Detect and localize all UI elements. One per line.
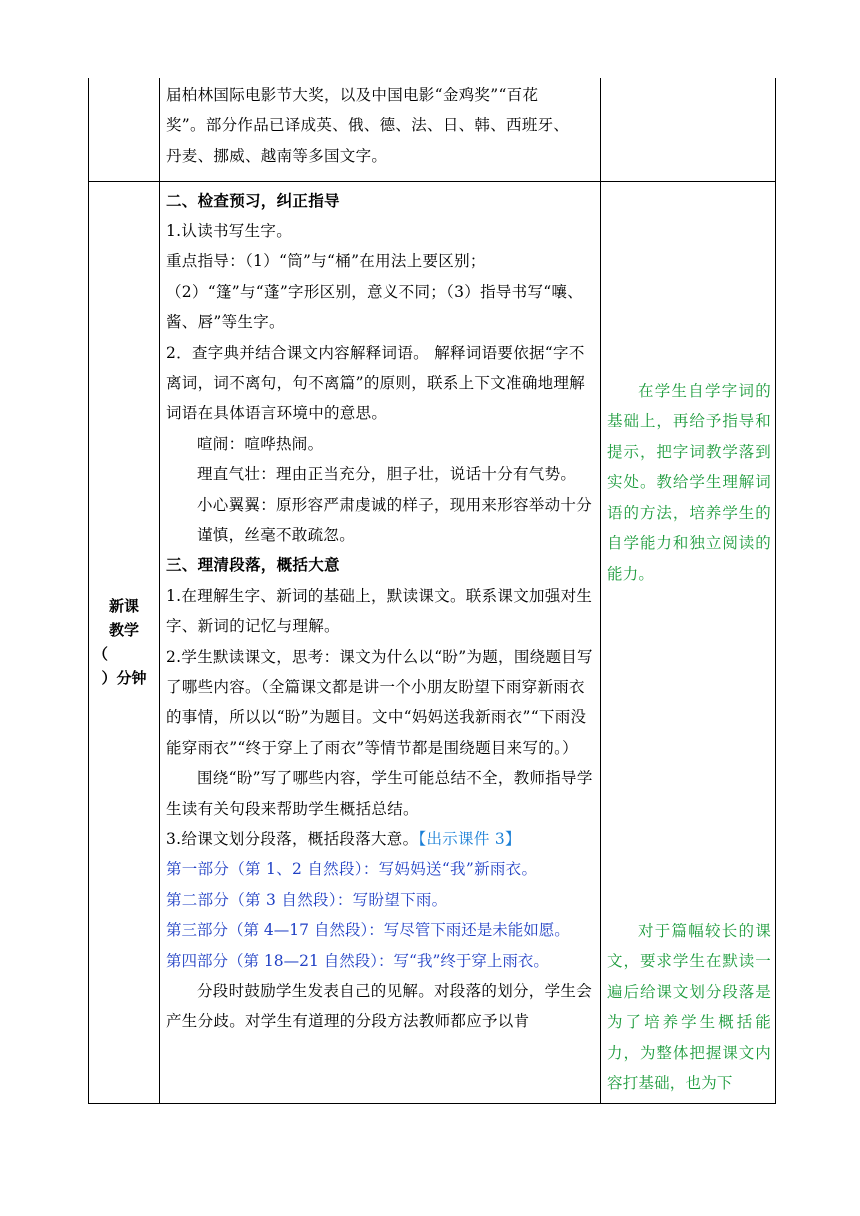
step-text: 分段时鼓励学生发表自己的见解。对段落的划分，学生会产生分歧。对学生有道理的分段方法教师都应予以肯 (166, 982, 593, 1031)
section-label-cell (89, 181, 160, 1103)
note-cell (601, 181, 776, 1103)
section-heading: 二、检查预习，纠正指导 (166, 191, 340, 210)
content-cell (160, 181, 601, 1103)
word-definition: 理直气壮：理由正当充分，胆子壮，说话十分有气势。 (197, 465, 577, 484)
step-text: 1.在理解生字、新词的基础上，默读课文。联系课文加强对生字、新词的记忆与理解。 (166, 586, 593, 636)
guide-text: 重点指导：（1）“筒”与“桶”在用法上要区别；（2）“篷”与“蓬”字形区别，意义不同；（3）指导书写“嚷、酱、唇”等生字。 (166, 252, 584, 332)
courseware-link[interactable]: 【出示课件 3】 (418, 830, 521, 849)
step-text (160, 824, 600, 854)
label-cell-empty (89, 78, 160, 181)
table-row (89, 78, 776, 181)
section-label-line: （ (93, 645, 109, 663)
note-cell-empty (601, 78, 776, 181)
step-text: 2．查字典并结合课文内容解释词语。 解释词语要依据“字不离词，词不离句，句不离篇”的原则，联系上下文准确地理解词语在具体语言环境中的意思。 (166, 343, 586, 423)
section-label-line: 新课 (108, 597, 139, 615)
section-heading: 三、理清段落，概括大意 (166, 556, 340, 575)
content-cell (160, 78, 601, 181)
section-label-line: 教学 (108, 621, 139, 639)
teaching-note: 对于篇幅较长的课文，要求学生在默读一遍后给课文划分段落是为了培养学生概括能力，为整体把握课文内容打基础，也为下 (607, 921, 771, 1092)
step-label: 3.给课文划分段落，概括段落大意。 (166, 830, 419, 849)
word-definition: 小心翼翼：原形容严肃虔诚的样子，现用来形容举动十分谨慎，丝毫不敢疏忽。 (197, 495, 593, 544)
paragraph-part: 第一部分（第 1、2 自然段）：写妈妈送“我”新雨衣。 (166, 860, 538, 879)
text-line: 丹麦、挪威、越南等多国文字。 (166, 146, 388, 165)
paragraph-part: 第四部分（第 18—21 自然段）：写“我”终于穿上雨衣。 (166, 951, 549, 970)
paragraph-part: 第三部分（第 4—17 自然段）：写尽管下雨还是未能如愿。 (166, 921, 570, 940)
section-label-line: ）分钟 (101, 669, 147, 687)
table-row (89, 181, 776, 1103)
step-text: 2.学生默读课文，思考：课文为什么以“盼”为题，围绕题目写了哪些内容。（全篇课文都是讲一个小朋友盼望下雨穿新雨衣的事情，所以以“盼”为题目。文中“妈妈送我新雨衣”“下雨没能穿雨衣”“终于穿上了雨衣”等情节都是围绕题目来写的。） (166, 647, 593, 757)
lesson-plan-table (88, 78, 776, 1104)
text-line: 届柏林国际电影节大奖，以及中国电影“金鸡奖”“百花 (166, 86, 539, 104)
word-definition: 喧闹：喧哗热闹。 (197, 434, 324, 453)
teaching-note: 在学生自学字词的基础上，再给予指导和提示，把字词教学落到实处。教给学生理解词语的方法，培养学生的自学能力和独立阅读的能力。 (607, 381, 771, 583)
step-text: 围绕“盼”写了哪些内容，学生可能总结不全，教师指导学生读有关句段来帮助学生概括总结。 (166, 769, 593, 818)
text-line: 奖”。部分作品已译成英、俄、德、法、日、韩、西班牙、 (166, 116, 570, 135)
paragraph-part: 第二部分（第 3 自然段）：写盼望下雨。 (166, 890, 448, 909)
step-text: 1.认读书写生字。 (166, 221, 292, 240)
